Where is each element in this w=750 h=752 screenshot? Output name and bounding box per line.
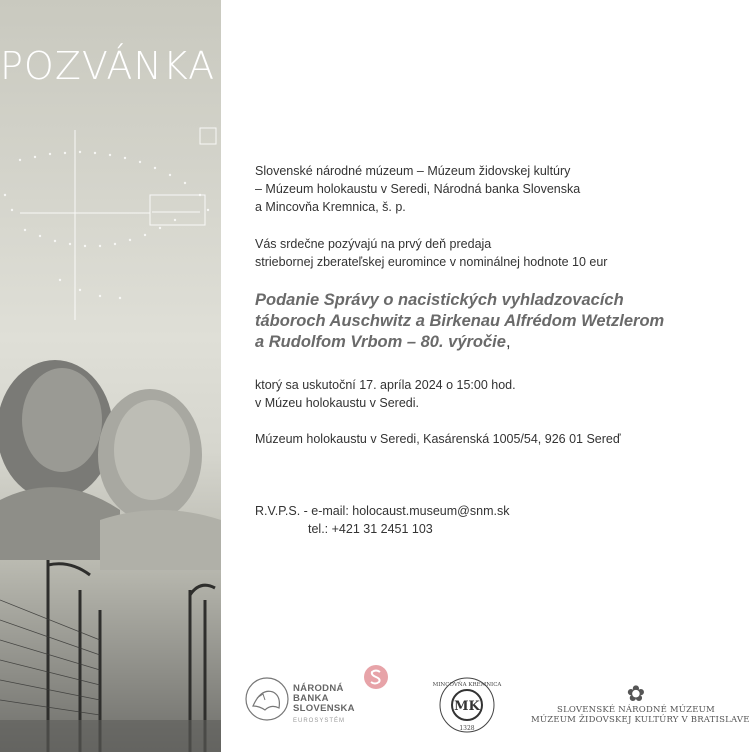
invitation-heading: POZVÁNKA (0, 44, 216, 88)
address-line: Múzeum holokaustu v Seredi, Kasárenská 1005/54, 926 01 Sereď (255, 432, 621, 446)
invitation-line: striebornej zberateľskej euromince v nominálnej hodnote 10 eur (255, 255, 608, 269)
snm-line-2: MÚZEUM ŽIDOVSKEJ KULTÚRY V BRATISLAVE (531, 715, 750, 725)
rsvp-email[interactable]: R.V.P.S. - e-mail: holocaust.museum@snm.sk (255, 504, 510, 518)
rsvp-block (255, 502, 509, 538)
organizers-line: a Mincovňa Kremnica, š. p. (255, 200, 406, 214)
left-image-panel (0, 0, 221, 752)
mincovna-seal-icon (432, 676, 502, 734)
invitation-text (255, 235, 607, 271)
mincovna-kremnica-logo (432, 676, 502, 734)
nbs-logo (243, 676, 373, 726)
event-title-comma: , (505, 333, 511, 351)
snm-flower-icon: ✿ (626, 681, 646, 706)
event-date-line: ktorý sa uskutoční 17. apríla 2024 o 15:00 hod. (255, 378, 516, 392)
event-title-line: a Rudolfom Vrbom – 80. výročie (255, 333, 506, 351)
nbs-wordmark-line: SLOVENSKA (293, 703, 355, 714)
pink-s-logo-icon (363, 664, 389, 690)
snm-logo (531, 681, 750, 733)
nbs-wordmark-line: BANKA (293, 693, 329, 704)
organizers-line: Slovenské národné múzeum – Múzeum židovskej kultúry (255, 164, 571, 178)
organizers-block (255, 162, 580, 216)
nbs-emblem-icon (243, 676, 291, 722)
event-title-line: Podanie Správy o nacistických vyhladzovacích (255, 291, 624, 309)
event-venue-line: v Múzeu holokaustu v Seredi. (255, 396, 419, 410)
mk-monogram: MK (454, 699, 480, 714)
holocaust-photo-collage (0, 0, 221, 752)
mk-year: 1328 (459, 725, 475, 732)
snm-line-1: SLOVENSKÉ NÁRODNÉ MÚZEUM (557, 705, 715, 715)
event-address (255, 430, 621, 448)
nbs-wordmark-line: NÁRODNÁ (293, 683, 344, 694)
nbs-eurosystem: EUROSYSTÉM (293, 718, 346, 724)
organizers-line: – Múzeum holokaustu v Seredi, Národná banka Slovenska (255, 182, 581, 196)
nbs-wordmark (293, 684, 355, 714)
invitation-line: Vás srdečne pozývajú na prvý deň predaja (255, 237, 492, 251)
event-date-block (255, 376, 516, 412)
mk-ring-text: MINCOVŇA KREMNICA (432, 682, 502, 688)
event-title (255, 290, 725, 353)
rsvp-phone: tel.: +421 31 2451 103 (308, 522, 433, 536)
event-title-line: táboroch Auschwitz a Birkenau Alfrédom Wetzlerom (255, 312, 665, 330)
